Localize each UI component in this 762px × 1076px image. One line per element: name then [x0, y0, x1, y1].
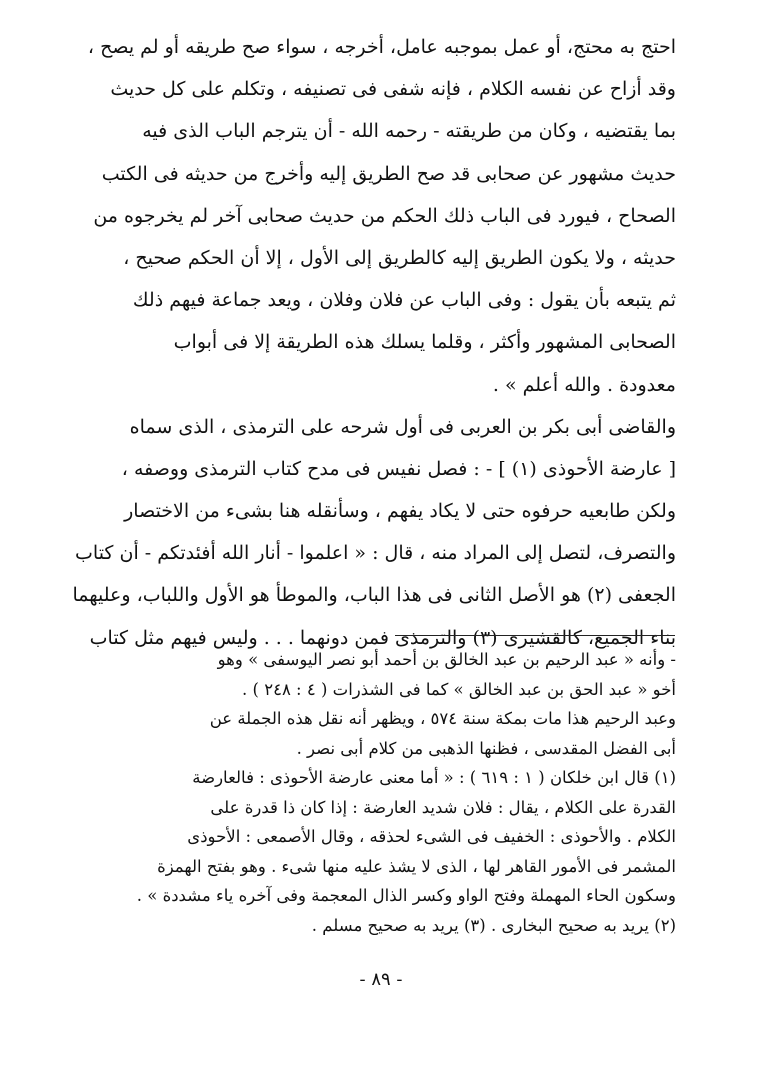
footnote-line: وسكون الحاء المهملة وفتح الواو وكسر الذال المعجمة وفى آخره ياء مشددة » . — [136, 886, 676, 905]
main-text-line: والقاضى أبى بكر بن العربى فى أول شرحه على الترمذى ، الذى سماه — [129, 415, 676, 438]
footnote-line: الكلام . والأحوذى : الخفيف فى الشىء لحذقه ، وقال الأصمعى : الأحوذى — [187, 827, 676, 846]
footnote-line: وعبد الرحيم هذا مات بمكة سنة ٥٧٤ ، ويظهر أنه نقل هذه الجملة عن — [209, 709, 676, 728]
main-text-line: الجعفى (٢) هو الأصل الثانى فى هذا الباب، والموطأ هو الأول واللباب، وعليهما — [72, 584, 676, 607]
main-text-line: الصحاح ، فيورد فى الباب ذلك الحكم من حديث صحابى آخر لم يخرجوه من — [93, 204, 676, 227]
footnote-line: (٢) يريد به صحيح البخارى . (٣) يريد به صحيح مسلم . — [311, 915, 676, 935]
footnote-divider — [395, 635, 675, 636]
main-text-line: ثم يتبعه بأن يقول : وفى الباب عن فلان وفلان ، ويعد جماعة فيهم ذلك — [132, 289, 676, 312]
main-text-line: حديث مشهور عن صحابى قد صح الطريق إليه وأخرج من حديثه فى الكتب — [101, 162, 676, 185]
main-text-line: حديثه ، ولا يكون الطريق إليه كالطريق إلى الأول ، إلا أن الحكم صحيح ، — [123, 246, 676, 269]
main-text-line: وقد أزاح عن نفسه الكلام ، فإنه شفى فى تصنيفه ، وتكلم على كل حديث — [110, 78, 676, 101]
main-text-line: الصحابى المشهور وأكثر ، وقلما يسلك هذه الطريقة إلا فى أبواب — [173, 331, 676, 354]
page-number: - ٨٩ - — [359, 969, 403, 990]
main-text-line: احتج به محتج، أو عمل بموجبه عامل، أخرجه ، سواء صح طريقه أو لم يصح ، — [87, 36, 676, 58]
footnote-line: أبى الفضل المقدسى ، فظنها الذهبى من كلام أبى نصر . — [296, 738, 676, 758]
footnote-line: المشمر فى الأمور القاهر لها ، الذى لا يشذ عليه منها شىء . وهو بفتح الهمزة — [157, 856, 676, 876]
main-text-line: [ عارضة الأحوذى (١) ] - : فصل نفيس فى مدح كتاب الترمذى ووصفه ، — [121, 457, 676, 480]
footnote-line: القدرة على الكلام ، يقال : فلان شديد العارضة : إذا كان ذا قدرة على — [210, 797, 676, 817]
main-text-line: ولكن طابعيه حرفوه حتى لا يكاد يفهم ، وسأنقله هنا بشىء من الاختصار — [124, 500, 676, 523]
footnote-line: - وأنه « عبد الرحيم بن عبد الخالق بن أحمد أبو نصر اليوسفى » وهو — [217, 650, 676, 669]
footnote-line: (١) قال ابن خلكان ( ١ : ٦١٩ ) : « أما معنى عارضة الأحوذى : فالعارضة — [192, 768, 676, 787]
main-text-line: معدودة . والله أعلم » . — [492, 373, 676, 396]
footnotes-block — [60, 645, 676, 940]
main-text-line: بما يقتضيه ، وكان من طريقته - رحمه الله - أن يترجم الباب الذى فيه — [142, 120, 676, 143]
main-text-line: بناء الجميع، كالقشيرى (٣) والترمذى فمن دونهما . . . وليس فيهم مثل كتاب — [89, 626, 676, 649]
main-text-line: والتصرف، لتصل إلى المراد منه ، قال : « اعلموا - أنار الله أفئدتكم - أن كتاب — [75, 542, 676, 565]
footnote-line: أخو « عبد الحق بن عبد الخالق » كما فى الشذرات ( ٤ : ٢٤٨ ) . — [242, 679, 676, 699]
main-text-block — [60, 26, 676, 659]
